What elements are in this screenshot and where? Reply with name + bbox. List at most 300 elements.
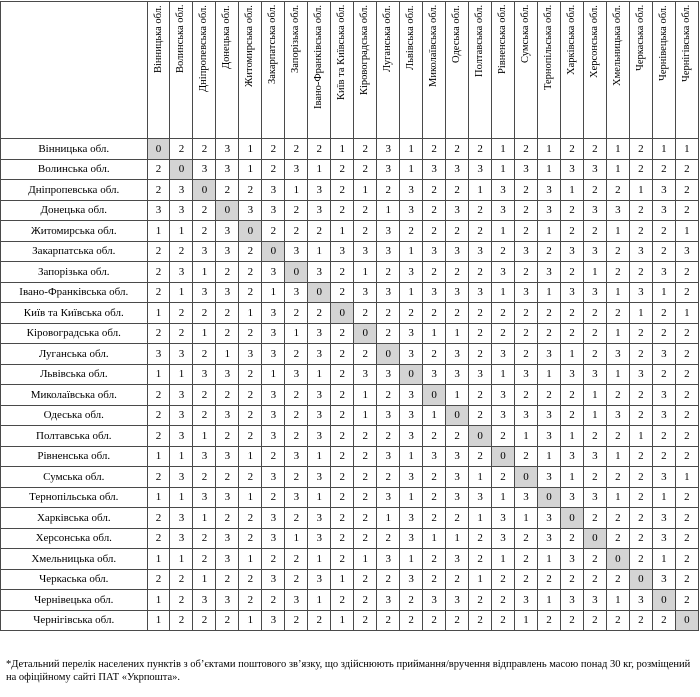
table-cell: 1	[515, 508, 538, 529]
table-cell: 1	[537, 590, 560, 611]
column-header	[675, 2, 698, 139]
table-cell: 1	[285, 180, 308, 201]
table-cell: 3	[515, 405, 538, 426]
table-cell: 2	[239, 590, 262, 611]
column-header	[652, 2, 675, 139]
table-cell: 3	[285, 446, 308, 467]
table-cell: 3	[216, 241, 239, 262]
table-cell: 2	[423, 344, 446, 365]
table-cell: 1	[239, 139, 262, 160]
table-cell: 3	[583, 487, 606, 508]
table-row	[1, 385, 699, 406]
table-cell: 2	[147, 467, 170, 488]
column-header	[469, 2, 492, 139]
column-header-label: Дніпропевська обл.	[198, 5, 210, 92]
table-cell: 2	[606, 303, 629, 324]
table-cell: 2	[492, 610, 515, 631]
table-cell: 2	[423, 610, 446, 631]
table-cell: 2	[629, 221, 652, 242]
table-cell: 2	[216, 262, 239, 283]
column-header-label: Одеська обл.	[451, 5, 463, 63]
table-cell: 2	[537, 303, 560, 324]
table-cell: 3	[400, 385, 423, 406]
table-cell: 2	[147, 180, 170, 201]
table-cell: 3	[515, 364, 538, 385]
diagonal-cell: 0	[583, 528, 606, 549]
table-row	[1, 139, 699, 160]
table-cell: 2	[354, 528, 377, 549]
table-cell: 2	[285, 385, 308, 406]
table-cell: 3	[216, 282, 239, 303]
table-cell: 2	[469, 221, 492, 242]
table-cell: 1	[652, 487, 675, 508]
table-cell: 2	[147, 385, 170, 406]
table-cell: 2	[216, 610, 239, 631]
column-header-label: Житомирська обл.	[244, 5, 256, 87]
table-cell: 3	[400, 405, 423, 426]
table-cell: 1	[423, 323, 446, 344]
table-cell: 3	[239, 200, 262, 221]
table-cell: 2	[423, 303, 446, 324]
table-cell: 1	[675, 221, 698, 242]
table-cell: 1	[262, 282, 285, 303]
table-cell: 2	[652, 323, 675, 344]
table-cell: 2	[560, 610, 583, 631]
column-header	[606, 2, 629, 139]
table-cell: 1	[515, 426, 538, 447]
table-cell: 1	[652, 282, 675, 303]
table-cell: 2	[285, 344, 308, 365]
table-cell: 2	[606, 569, 629, 590]
row-header-label: Дніпропевська обл.	[1, 180, 148, 201]
table-cell: 3	[652, 569, 675, 590]
table-cell: 2	[469, 446, 492, 467]
diagonal-cell: 0	[423, 385, 446, 406]
table-cell: 3	[170, 200, 193, 221]
table-cell: 1	[170, 221, 193, 242]
table-cell: 3	[423, 159, 446, 180]
column-header	[331, 2, 354, 139]
table-cell: 2	[423, 221, 446, 242]
table-cell: 3	[469, 487, 492, 508]
table-cell: 2	[354, 569, 377, 590]
table-cell: 3	[262, 528, 285, 549]
table-cell: 2	[606, 508, 629, 529]
table-cell: 1	[583, 385, 606, 406]
table-cell: 2	[629, 159, 652, 180]
table-cell: 3	[537, 467, 560, 488]
table-cell: 2	[446, 303, 469, 324]
table-cell: 3	[377, 282, 400, 303]
table-cell: 1	[308, 241, 331, 262]
table-cell: 3	[193, 590, 216, 611]
table-cell: 2	[492, 303, 515, 324]
table-cell: 3	[652, 180, 675, 201]
table-cell: 3	[583, 200, 606, 221]
table-cell: 2	[629, 467, 652, 488]
table-cell: 3	[537, 528, 560, 549]
table-cell: 2	[537, 323, 560, 344]
table-cell: 3	[262, 262, 285, 283]
table-cell: 3	[560, 487, 583, 508]
table-row	[1, 446, 699, 467]
table-cell: 3	[147, 200, 170, 221]
table-cell: 3	[285, 159, 308, 180]
row-header-label: Херсонська обл.	[1, 528, 148, 549]
table-cell: 3	[446, 364, 469, 385]
table-cell: 1	[308, 590, 331, 611]
table-cell: 3	[377, 590, 400, 611]
table-cell: 2	[560, 303, 583, 324]
table-cell: 3	[446, 241, 469, 262]
column-header	[400, 2, 423, 139]
table-cell: 2	[331, 282, 354, 303]
table-cell: 1	[308, 549, 331, 570]
table-cell: 2	[331, 426, 354, 447]
table-cell: 1	[216, 344, 239, 365]
table-cell: 2	[147, 508, 170, 529]
table-cell: 2	[469, 590, 492, 611]
table-cell: 2	[193, 200, 216, 221]
table-cell: 1	[308, 487, 331, 508]
table-cell: 3	[216, 405, 239, 426]
table-cell: 1	[606, 590, 629, 611]
table-cell: 2	[446, 262, 469, 283]
column-header-label: Полтавська обл.	[474, 5, 486, 78]
table-cell: 2	[423, 487, 446, 508]
table-cell: 2	[308, 139, 331, 160]
table-cell: 2	[583, 344, 606, 365]
column-header	[354, 2, 377, 139]
table-cell: 2	[170, 303, 193, 324]
table-cell: 3	[400, 200, 423, 221]
table-cell: 3	[262, 426, 285, 447]
table-cell: 2	[216, 467, 239, 488]
table-cell: 3	[377, 549, 400, 570]
column-header	[515, 2, 538, 139]
table-cell: 2	[560, 200, 583, 221]
table-cell: 2	[675, 446, 698, 467]
table-row	[1, 405, 699, 426]
table-cell: 2	[239, 364, 262, 385]
table-cell: 2	[193, 221, 216, 242]
table-cell: 2	[423, 139, 446, 160]
table-cell: 1	[537, 364, 560, 385]
table-cell: 1	[400, 241, 423, 262]
table-cell: 2	[675, 282, 698, 303]
table-cell: 3	[423, 590, 446, 611]
column-header-label: Чернігівська обл.	[680, 5, 692, 83]
table-row	[1, 528, 699, 549]
row-header-label: Житомирська обл.	[1, 221, 148, 242]
table-cell: 3	[583, 241, 606, 262]
table-cell: 2	[285, 405, 308, 426]
table-cell: 2	[446, 610, 469, 631]
table-cell: 1	[400, 446, 423, 467]
table-cell: 2	[331, 549, 354, 570]
table-cell: 2	[583, 426, 606, 447]
table-cell: 2	[560, 139, 583, 160]
table-cell: 3	[537, 344, 560, 365]
table-cell: 1	[308, 446, 331, 467]
table-cell: 1	[170, 549, 193, 570]
row-header-label: Миколаївська обл.	[1, 385, 148, 406]
table-cell: 1	[354, 262, 377, 283]
table-cell: 2	[354, 159, 377, 180]
table-cell: 2	[629, 385, 652, 406]
row-header-label: Чернігівська обл.	[1, 610, 148, 631]
table-cell: 3	[560, 446, 583, 467]
table-cell: 2	[147, 159, 170, 180]
table-cell: 1	[285, 323, 308, 344]
diagonal-cell: 0	[560, 508, 583, 529]
table-cell: 2	[170, 323, 193, 344]
table-cell: 3	[492, 262, 515, 283]
table-cell: 2	[675, 385, 698, 406]
row-header-label: Чернівецька обл.	[1, 590, 148, 611]
table-cell: 3	[446, 467, 469, 488]
table-cell: 3	[515, 590, 538, 611]
row-header-label: Івано-Франківська обл.	[1, 282, 148, 303]
table-cell: 2	[354, 467, 377, 488]
table-cell: 2	[652, 426, 675, 447]
table-cell: 2	[285, 549, 308, 570]
table-cell: 2	[515, 569, 538, 590]
table-cell: 2	[193, 549, 216, 570]
diagonal-cell: 0	[606, 549, 629, 570]
table-cell: 3	[262, 180, 285, 201]
table-cell: 3	[193, 364, 216, 385]
table-cell: 2	[147, 241, 170, 262]
table-cell: 3	[652, 508, 675, 529]
table-cell: 1	[354, 180, 377, 201]
table-row	[1, 303, 699, 324]
table-cell: 2	[675, 528, 698, 549]
table-cell: 2	[331, 487, 354, 508]
table-cell: 2	[629, 446, 652, 467]
diagonal-cell: 0	[377, 344, 400, 365]
table-cell: 2	[606, 610, 629, 631]
table-cell: 2	[423, 180, 446, 201]
table-cell: 1	[492, 221, 515, 242]
row-header-label: Харківська обл.	[1, 508, 148, 529]
table-cell: 3	[170, 467, 193, 488]
table-cell: 2	[377, 385, 400, 406]
table-cell: 3	[583, 446, 606, 467]
table-cell: 2	[285, 221, 308, 242]
table-cell: 2	[377, 180, 400, 201]
table-cell: 1	[147, 590, 170, 611]
table-cell: 2	[331, 508, 354, 529]
table-cell: 2	[331, 159, 354, 180]
table-cell: 2	[239, 282, 262, 303]
table-cell: 1	[606, 282, 629, 303]
table-cell: 2	[492, 467, 515, 488]
row-header-label: Львівська обл.	[1, 364, 148, 385]
table-cell: 3	[262, 405, 285, 426]
column-header-label: Вінницька обл.	[152, 5, 164, 73]
table-cell: 2	[515, 200, 538, 221]
table-cell: 2	[583, 508, 606, 529]
table-cell: 1	[147, 446, 170, 467]
column-header-label: Луганська обл.	[382, 5, 394, 72]
table-cell: 3	[170, 344, 193, 365]
table-cell: 1	[537, 221, 560, 242]
table-cell: 3	[537, 405, 560, 426]
matrix-body	[1, 139, 699, 631]
table-row	[1, 323, 699, 344]
table-row	[1, 344, 699, 365]
column-header-label: Волинська обл.	[175, 5, 187, 74]
table-cell: 3	[446, 549, 469, 570]
row-header-label: Рівненська обл.	[1, 446, 148, 467]
table-cell: 2	[515, 323, 538, 344]
table-cell: 3	[446, 344, 469, 365]
table-cell: 2	[515, 446, 538, 467]
table-cell: 3	[377, 405, 400, 426]
table-cell: 2	[239, 508, 262, 529]
table-cell: 1	[583, 262, 606, 283]
table-cell: 2	[652, 364, 675, 385]
table-cell: 2	[400, 303, 423, 324]
table-cell: 3	[423, 364, 446, 385]
table-cell: 3	[606, 344, 629, 365]
table-cell: 2	[147, 405, 170, 426]
table-cell: 3	[515, 241, 538, 262]
table-cell: 3	[308, 180, 331, 201]
table-cell: 3	[560, 364, 583, 385]
table-cell: 3	[446, 487, 469, 508]
table-cell: 1	[331, 569, 354, 590]
table-cell: 1	[239, 610, 262, 631]
table-cell: 3	[492, 344, 515, 365]
table-cell: 2	[446, 508, 469, 529]
table-cell: 2	[331, 262, 354, 283]
table-cell: 3	[377, 364, 400, 385]
table-cell: 3	[308, 323, 331, 344]
diagonal-cell: 0	[515, 467, 538, 488]
table-cell: 2	[354, 610, 377, 631]
table-cell: 1	[560, 467, 583, 488]
table-cell: 2	[239, 385, 262, 406]
table-cell: 2	[147, 282, 170, 303]
table-cell: 2	[446, 569, 469, 590]
table-cell: 2	[308, 303, 331, 324]
table-cell: 1	[377, 200, 400, 221]
table-cell: 3	[469, 159, 492, 180]
table-cell: 3	[492, 528, 515, 549]
table-cell: 2	[583, 467, 606, 488]
table-cell: 3	[423, 282, 446, 303]
table-cell: 2	[262, 159, 285, 180]
table-cell: 2	[515, 180, 538, 201]
table-cell: 2	[652, 446, 675, 467]
table-cell: 2	[675, 180, 698, 201]
table-cell: 1	[652, 549, 675, 570]
table-cell: 2	[469, 405, 492, 426]
column-header	[193, 2, 216, 139]
table-cell: 2	[331, 446, 354, 467]
table-cell: 2	[675, 159, 698, 180]
table-cell: 1	[400, 282, 423, 303]
table-cell: 1	[492, 139, 515, 160]
table-cell: 3	[308, 467, 331, 488]
table-cell: 1	[423, 405, 446, 426]
table-row	[1, 610, 699, 631]
table-cell: 2	[606, 385, 629, 406]
table-cell: 3	[537, 262, 560, 283]
diagonal-cell: 0	[193, 180, 216, 201]
row-header-label: Київ та Київська обл.	[1, 303, 148, 324]
table-cell: 2	[469, 139, 492, 160]
table-cell: 2	[469, 528, 492, 549]
table-cell: 2	[423, 549, 446, 570]
table-cell: 1	[629, 303, 652, 324]
table-cell: 1	[560, 180, 583, 201]
table-cell: 2	[583, 221, 606, 242]
table-cell: 2	[515, 528, 538, 549]
table-cell: 1	[606, 221, 629, 242]
table-cell: 2	[537, 241, 560, 262]
table-cell: 3	[560, 590, 583, 611]
header-row	[1, 2, 699, 139]
table-cell: 3	[262, 385, 285, 406]
table-cell: 2	[675, 200, 698, 221]
diagonal-cell: 0	[147, 139, 170, 160]
table-cell: 2	[216, 385, 239, 406]
table-cell: 2	[469, 262, 492, 283]
table-cell: 2	[285, 303, 308, 324]
table-cell: 2	[469, 549, 492, 570]
table-row	[1, 364, 699, 385]
table-cell: 2	[560, 569, 583, 590]
table-cell: 2	[675, 364, 698, 385]
table-cell: 2	[285, 467, 308, 488]
table-row	[1, 262, 699, 283]
table-cell: 2	[285, 139, 308, 160]
table-cell: 2	[400, 590, 423, 611]
table-row	[1, 549, 699, 570]
table-cell: 2	[377, 467, 400, 488]
table-cell: 1	[331, 139, 354, 160]
table-cell: 2	[515, 344, 538, 365]
table-cell: 2	[239, 569, 262, 590]
table-cell: 2	[560, 262, 583, 283]
table-cell: 1	[537, 282, 560, 303]
table-cell: 3	[400, 344, 423, 365]
table-cell: 1	[629, 180, 652, 201]
table-cell: 2	[147, 569, 170, 590]
table-cell: 2	[193, 385, 216, 406]
column-header	[446, 2, 469, 139]
table-cell: 2	[354, 344, 377, 365]
table-cell: 1	[193, 426, 216, 447]
table-cell: 2	[262, 446, 285, 467]
row-header-label: Донецька обл.	[1, 200, 148, 221]
table-cell: 3	[285, 241, 308, 262]
table-cell: 1	[492, 549, 515, 570]
diagonal-cell: 0	[492, 446, 515, 467]
table-cell: 2	[193, 610, 216, 631]
table-cell: 3	[400, 180, 423, 201]
table-cell: 3	[354, 282, 377, 303]
table-cell: 1	[400, 139, 423, 160]
table-cell: 2	[423, 262, 446, 283]
diagonal-cell: 0	[629, 569, 652, 590]
column-header	[423, 2, 446, 139]
table-cell: 3	[308, 385, 331, 406]
table-cell: 3	[170, 405, 193, 426]
